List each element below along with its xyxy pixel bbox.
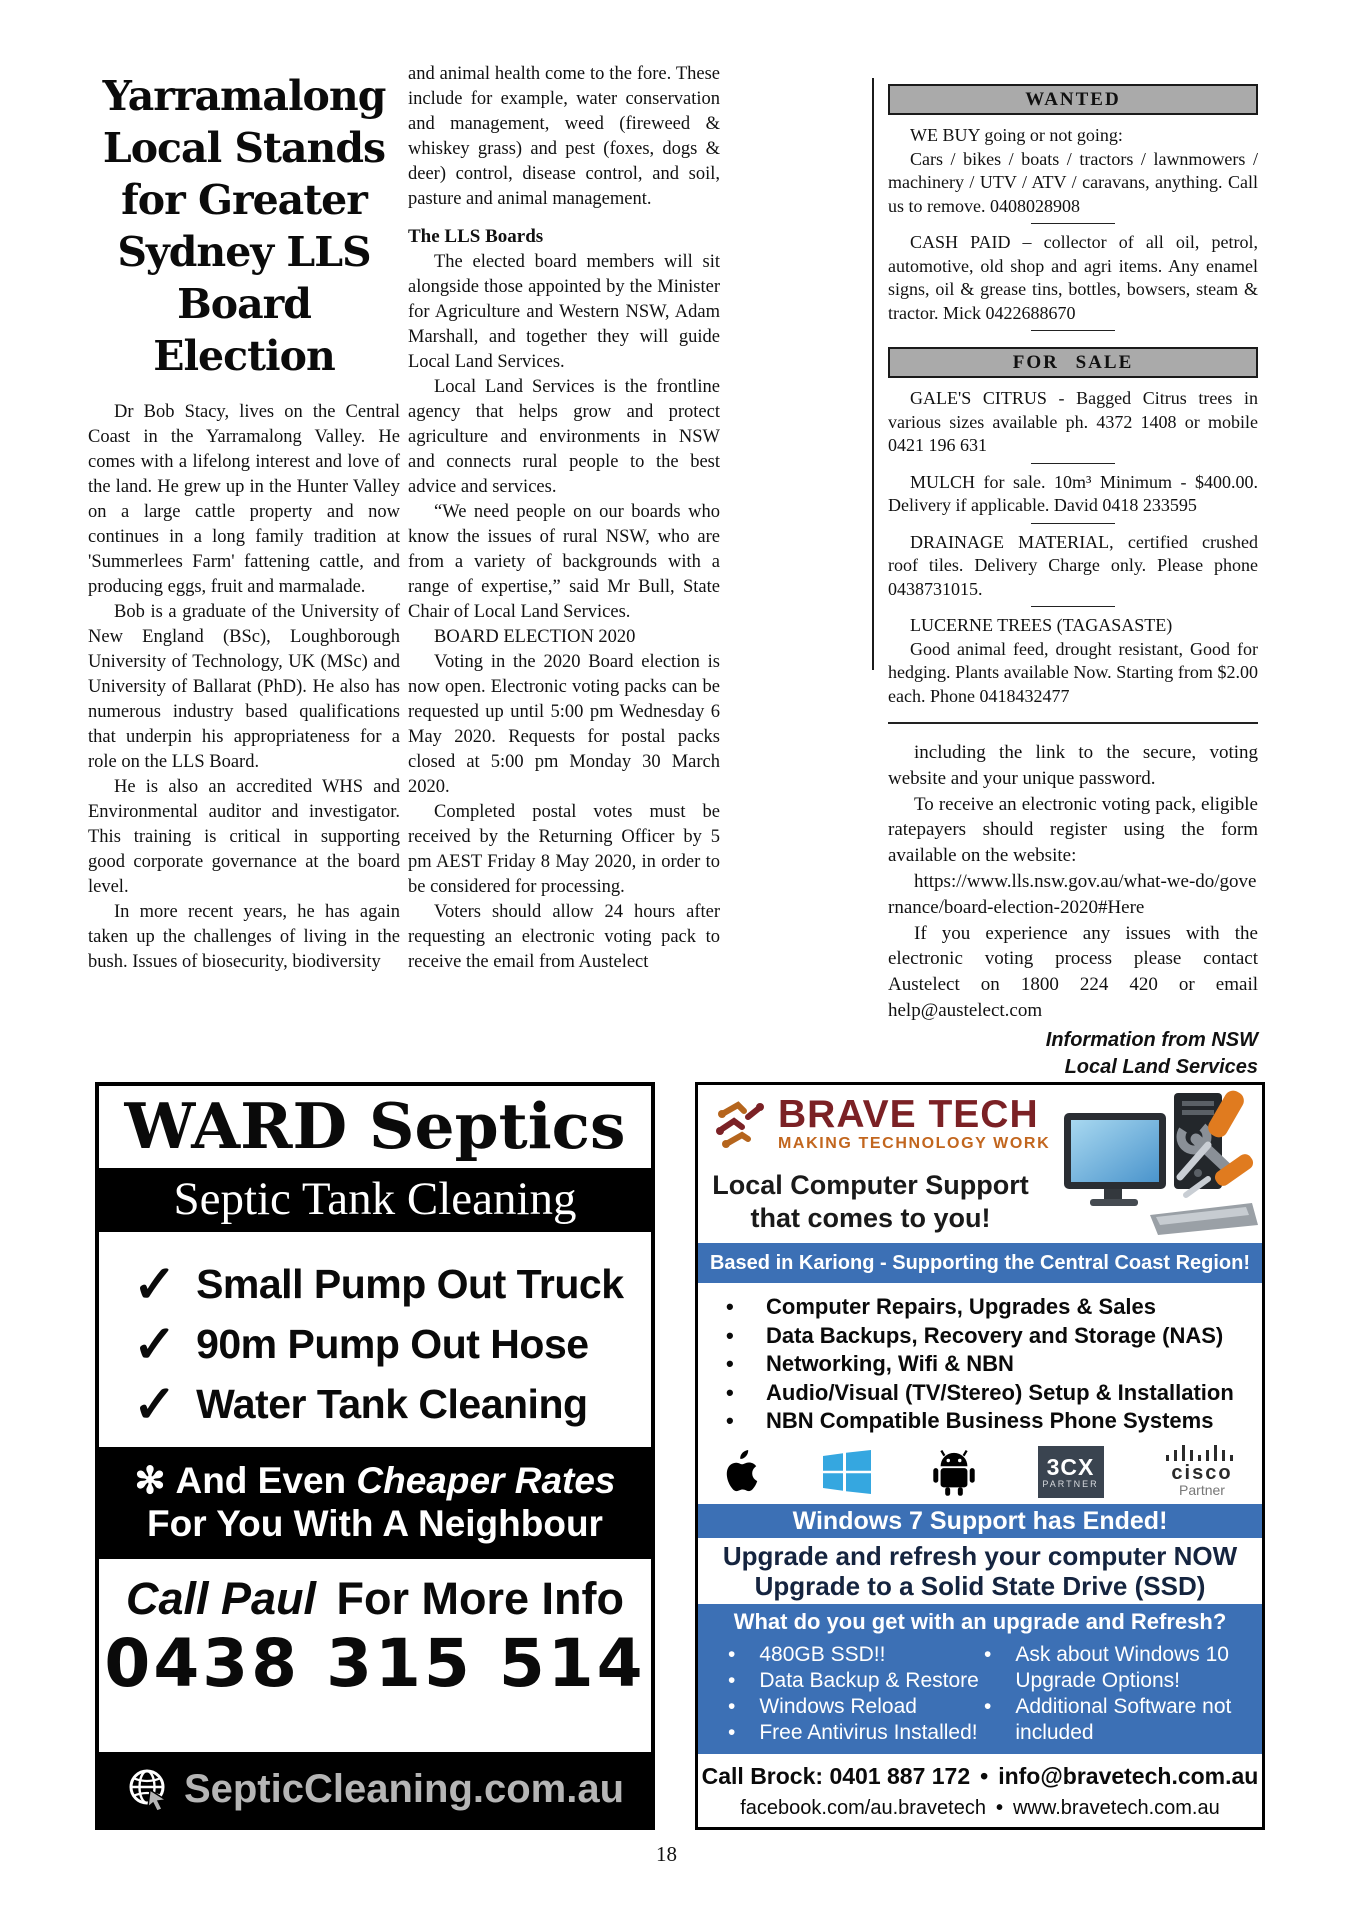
upgrade-item-label: Data Backup & Restore	[759, 1668, 979, 1692]
android-icon	[931, 1447, 977, 1497]
rates-line: For You With A Neighbour	[147, 1503, 603, 1544]
3cx-partner-badge	[1038, 1446, 1104, 1498]
bullet: •	[728, 1694, 736, 1718]
upgrade-item	[728, 1668, 984, 1694]
forsale-section-header	[888, 347, 1258, 378]
article-paragraph: BOARD ELECTION 2020	[434, 627, 636, 647]
article-paragraph: “We need people on our boards who know the issues of rural NSW, who are from a variety of backgrounds with a range of expertise,” said Mr Bull, State Chair of Local Land Services.	[408, 502, 720, 622]
apple-icon	[720, 1447, 762, 1497]
upgrade-item-label: Windows Reload	[759, 1694, 917, 1718]
checklist-label: Water Tank Cleaning	[196, 1381, 588, 1427]
article-credit	[888, 1027, 1258, 1081]
article-paragraph: Local Land Services is the frontline agency that helps grow and protect agriculture and environments in NSW and connects rural people to the best advice and services.	[408, 377, 720, 497]
checkmark-icon: ✓	[133, 1375, 177, 1434]
ward-ad-title: WARD Septics	[124, 1089, 626, 1163]
upgrade-question: What do you get with an upgrade and Refresh?	[733, 1608, 1227, 1634]
page-number: 18	[656, 1842, 677, 1866]
article-url: https://www.lls.nsw.gov.au/what-we-do/governance/board-election-2020#Here	[888, 870, 1257, 918]
circuit-icon	[714, 1095, 770, 1151]
article-column-1	[88, 70, 400, 975]
classifieds-column	[888, 84, 1258, 1081]
headline-line: Local Stands	[102, 124, 386, 172]
asterisk-icon: ✻	[134, 1460, 166, 1501]
bullet: •	[726, 1322, 734, 1348]
checkmark-icon: ✓	[133, 1315, 177, 1374]
cisco-bars-icon	[1164, 1445, 1240, 1461]
ward-ad-subtitle: Septic Tank Cleaning	[99, 1168, 651, 1232]
upgrade-item	[984, 1694, 1254, 1746]
upgrade-message	[698, 1538, 1262, 1604]
section-divider	[888, 722, 1258, 724]
article-paragraph: and animal health come to the fore. These include for example, water conservation and management, weed (fireweed & whiskey grass) and pest (foxes, dogs & deer) control, disease control, and soil, pasture and animal management.	[408, 64, 720, 209]
ad-divider	[1031, 523, 1115, 524]
rates-line	[99, 1459, 651, 1502]
brand-text-block	[778, 1095, 1050, 1153]
call-name: Call Paul	[125, 1573, 317, 1624]
service-item	[726, 1407, 1262, 1436]
headline-line: Yarramalong	[102, 72, 386, 120]
bravetech-footer	[698, 1754, 1262, 1820]
bullet: •	[726, 1294, 734, 1319]
classified-ad: MULCH for sale. 10m³ Minimum - $400.00. Delivery if applicable. David 0418 233595	[888, 471, 1258, 515]
ward-septics-ad	[95, 1082, 655, 1830]
region-banner: Based in Kariong - Supporting the Central Coast Region!	[698, 1243, 1262, 1283]
upgrade-columns	[698, 1637, 1262, 1746]
facebook-label: facebook.com/au.bravetech	[740, 1796, 986, 1819]
ward-phone-number: 0438 315 514	[104, 1625, 646, 1702]
article-paragraph: Completed postal votes must be received by the Returning Officer by 5 pm AEST Friday 8 May 2020, in order to be considered for processing.	[408, 802, 720, 897]
classified-ad: Good animal feed, drought resistant, Good for hedging. Plants available Now. Starting from $2.00 each. Phone 0418432477	[888, 638, 1258, 706]
upgrade-item-label: Additional Software not included	[1015, 1694, 1232, 1744]
classified-ad: DRAINAGE MATERIAL, certified crushed roof tiles. Delivery Charge only. Please phone 0438731015.	[888, 531, 1258, 599]
upgrade-line: Upgrade to a Solid State Drive (SSD)	[754, 1570, 1206, 1601]
upgrade-item	[728, 1694, 984, 1720]
bullet: •	[984, 1642, 992, 1666]
web-line	[698, 1797, 1262, 1820]
article-headline	[88, 70, 400, 382]
ward-website-label: SepticCleaning.com.au	[183, 1766, 625, 1811]
article-paragraph: If you experience any issues with the electronic voting process please contact Austelect on 1800 224 420 or email help@austelect.com	[888, 922, 1258, 1021]
credit-line: Local Land Services	[1064, 1055, 1258, 1078]
ward-website-bar	[99, 1752, 651, 1826]
brand-tagline: MAKING TECHNOLOGY WORK	[778, 1135, 1051, 1152]
upgrade-item	[984, 1642, 1254, 1694]
checklist-item	[133, 1375, 651, 1434]
rates-emphasis: Cheaper Rates	[356, 1460, 616, 1501]
article-paragraph: In more recent years, he has again taken up the challenges of living in the bush. Issues of biosecurity, biodiversity	[88, 902, 400, 972]
bravetech-header	[698, 1085, 1262, 1243]
column-divider	[872, 78, 874, 670]
bullet: •	[726, 1408, 734, 1433]
ward-call-line	[99, 1559, 651, 1625]
upgrade-item-label: 480GB SSD!!	[759, 1642, 886, 1666]
services-list	[698, 1283, 1262, 1440]
article-paragraph: Voting in the 2020 Board election is now open. Electronic voting packs can be requested up until 5:00 pm Wednesday 6 May 2020. Requests for postal packs closed at 5:00 pm Monday 30 March 2020.	[408, 652, 720, 797]
brand-name: BRAVE TECH	[778, 1093, 1039, 1136]
partner-logos-row	[698, 1440, 1262, 1504]
computer-tools-image	[1058, 1087, 1258, 1239]
service-label: Audio/Visual (TV/Stereo) Setup & Installation	[766, 1379, 1234, 1405]
checklist-label: 90m Pump Out Hose	[196, 1321, 589, 1367]
upgrade-line: Upgrade and refresh your computer NOW	[722, 1540, 1238, 1571]
ad-divider	[1031, 463, 1115, 464]
ward-rates-banner	[99, 1447, 651, 1559]
credit-line: Information from NSW	[1045, 1028, 1258, 1051]
upgrade-item	[728, 1642, 984, 1668]
rates-text: And Even	[175, 1460, 357, 1501]
upgrade-left-column	[728, 1642, 984, 1746]
bullet: •	[726, 1351, 734, 1376]
article-subheading: The LLS Boards	[408, 226, 544, 247]
bullet: •	[728, 1720, 736, 1744]
call-text: For More Info	[324, 1573, 625, 1624]
upgrade-item-label: Free Antivirus Installed!	[759, 1720, 978, 1744]
intro-line: that comes to you!	[750, 1203, 991, 1233]
article-paragraph: He is also an accredited WHS and Environmental auditor and investigator. This training is critical in supporting good corporate governance at the board level.	[88, 777, 400, 897]
bravetech-logo	[714, 1095, 1050, 1153]
service-label: NBN Compatible Business Phone Systems	[766, 1408, 1214, 1433]
checklist-item	[133, 1315, 651, 1374]
bullet: •	[984, 1694, 992, 1718]
separator-dot: •	[995, 1796, 1003, 1819]
cisco-label: cisco	[1171, 1462, 1233, 1484]
article-paragraph: Voters should allow 24 hours after requesting an electronic voting pack to receive the email from Austelect	[408, 902, 720, 972]
article-paragraph: Dr Bob Stacy, lives on the Central Coast in the Yarramalong Valley. He comes with a lifelong interest and love of the land. He grew up in the Hunter Valley on a large cattle property and now continues in a long family tradition at 'Summerlees Farm' fattening cattle, and producing eggs, fruit and marmalade.	[88, 402, 400, 597]
service-label: Networking, Wifi & NBN	[766, 1351, 1014, 1376]
classified-ad: WE BUY going or not going:	[910, 125, 1123, 145]
globe-cursor-icon	[126, 1766, 172, 1812]
3cx-partner-label: PARTNER	[1042, 1478, 1099, 1489]
upgrade-right-column	[984, 1642, 1254, 1746]
ad-divider	[1031, 330, 1115, 331]
contact-line	[698, 1763, 1262, 1790]
headline-line: Board Election	[153, 280, 335, 380]
service-item	[726, 1293, 1262, 1322]
headline-line: for Greater	[121, 176, 367, 224]
service-item	[726, 1379, 1262, 1408]
article-paragraph: To receive an electronic voting pack, eligible ratepayers should register using the form available on the website:	[888, 793, 1258, 867]
wanted-section-header	[888, 84, 1258, 115]
cisco-partner-label: Partner	[1179, 1482, 1225, 1498]
intro-line: Local Computer Support	[712, 1170, 1029, 1200]
bravetech-ad	[695, 1082, 1265, 1830]
wanted-header-label: WANTED	[1025, 88, 1121, 110]
ad-divider	[1031, 606, 1115, 607]
checklist-label: Small Pump Out Truck	[196, 1261, 624, 1307]
email-label: info@bravetech.com.au	[998, 1762, 1259, 1789]
service-label: Computer Repairs, Upgrades & Sales	[766, 1294, 1157, 1319]
bullet: •	[728, 1642, 736, 1666]
service-item	[726, 1322, 1262, 1351]
classified-ad: CASH PAID – collector of all oil, petrol, automotive, old shop and agri items. Any enamel signs, oil & grease tins, bottles, bowsers, steam & tractor. Mick 0422688670	[888, 232, 1258, 323]
ward-checklist	[99, 1232, 651, 1447]
headline-line: Sydney LLS	[117, 228, 371, 276]
website-label: www.bravetech.com.au	[1012, 1796, 1220, 1819]
upgrade-item	[728, 1720, 984, 1746]
windows-icon	[823, 1450, 871, 1494]
bullet: •	[726, 1379, 734, 1405]
article-paragraph: Bob is a graduate of the University of New England (BSc), Loughborough University of Technology, UK (MSc) and University of Ballarat (PhD). He also has numerous industry based qualifications that underpin his appropriateness for a role on the LLS Board.	[88, 602, 400, 772]
classified-ad: LUCERNE TREES (TAGASASTE)	[910, 615, 1173, 635]
upgrade-details-panel	[698, 1604, 1262, 1754]
separator-dot: •	[980, 1762, 989, 1789]
upgrade-item-label: Ask about Windows 10 Upgrade Options!	[1015, 1642, 1229, 1692]
article-paragraph: The elected board members will sit alongside those appointed by the Minister for Agriculture and Western NSW, Adam Marshall, and together they will guide Local Land Services.	[408, 252, 720, 372]
classified-ad: Cars / bikes / boats / tractors / lawnmowers / machinery / UTV / ATV / caravans, anything. Call us to remove. 0408028908	[888, 148, 1258, 216]
service-label: Data Backups, Recovery and Storage (NAS)	[766, 1322, 1224, 1348]
bullet: •	[728, 1668, 736, 1692]
phone-label: Call Brock: 0401 887 172	[701, 1762, 971, 1789]
checklist-item	[133, 1255, 651, 1314]
cisco-partner-logo	[1164, 1445, 1240, 1498]
classified-ad: GALE'S CITRUS - Bagged Citrus trees in various sizes available ph. 4372 1408 or mobile 0421 196 631	[888, 388, 1258, 455]
bravetech-intro	[698, 1169, 1043, 1235]
article-column-2	[408, 62, 720, 975]
forsale-header-label: FOR SALE	[1012, 351, 1134, 373]
article-paragraph: including the link to the secure, voting website and your unique password.	[888, 742, 1258, 789]
3cx-label: 3CX	[1046, 1453, 1095, 1480]
windows7-banner: Windows 7 Support has Ended!	[698, 1504, 1262, 1538]
service-item	[726, 1350, 1262, 1379]
checkmark-icon: ✓	[133, 1255, 177, 1314]
ad-divider	[1031, 223, 1115, 224]
